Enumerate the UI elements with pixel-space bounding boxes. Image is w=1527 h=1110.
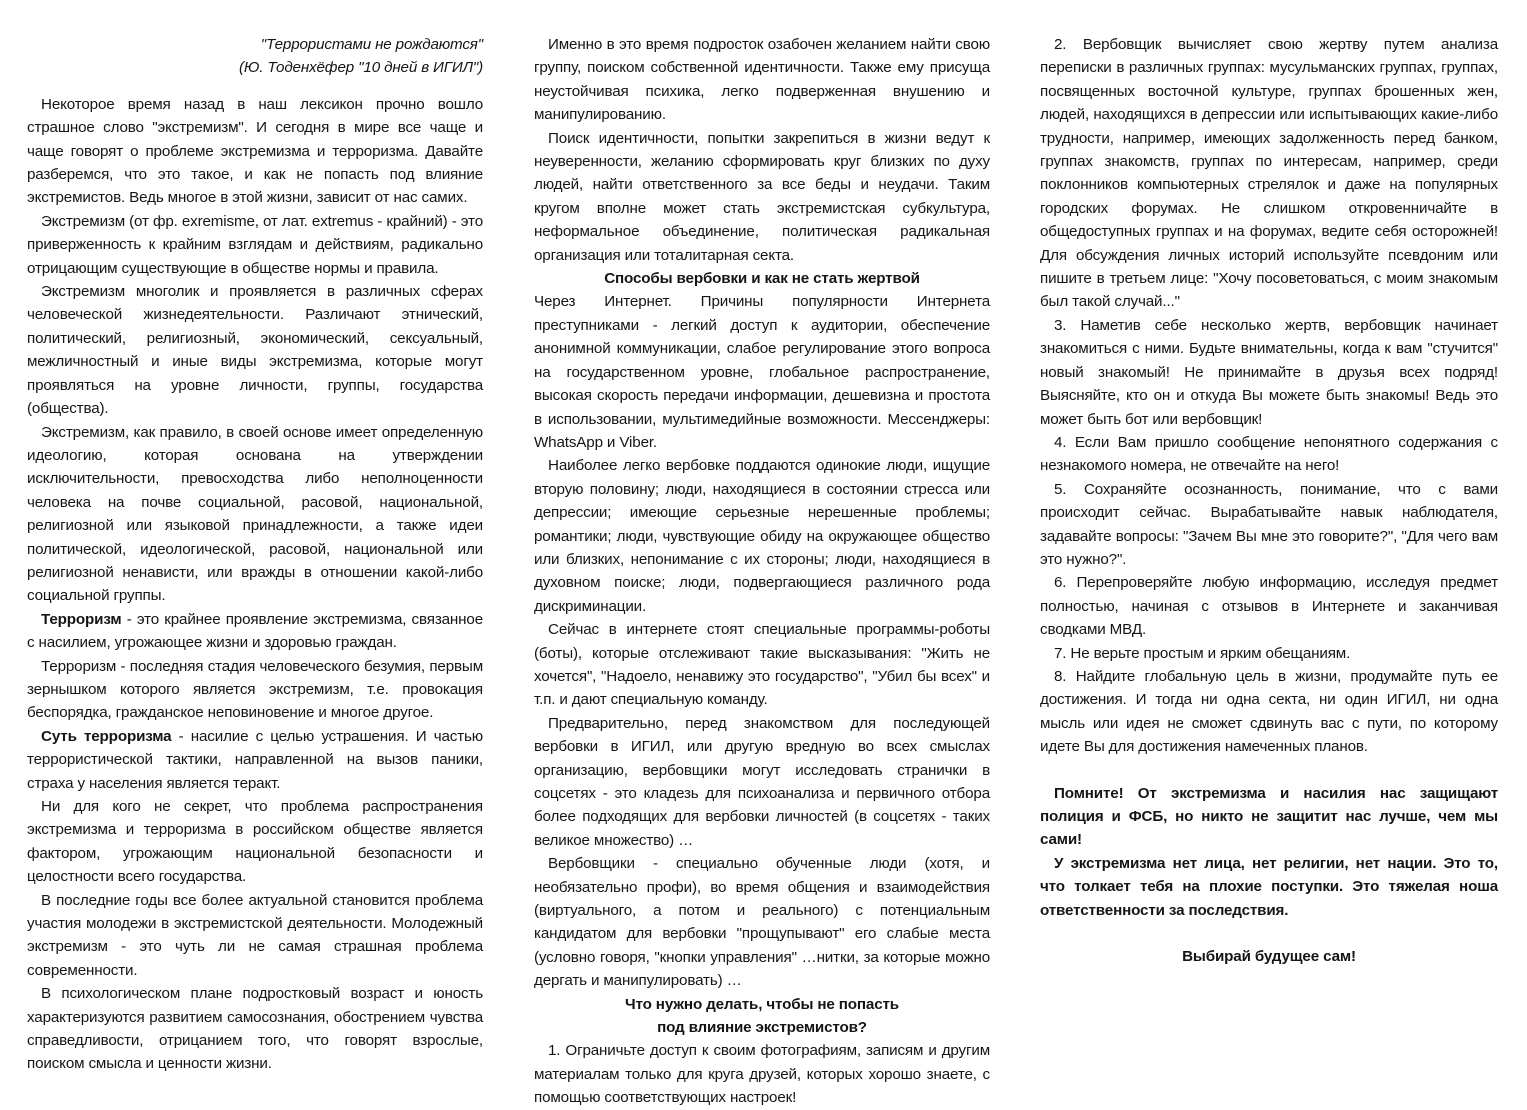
closing-statement: У экстремизма нет лица, нет религии, нет нации. Это то, что толкает тебя на плохие поступки. Это тяжелая ноша ответственности за последствия. [1040,854,1498,919]
paragraph: Поиск идентичности, попытки закрепиться в жизни ведут к неуверенности, желанию сформировать круг близких по духу людей, найти ответственного за все беды и неудачи. Таким кругом вполне может стать экстремистская субкультура, неформальное объединение, политическая радикальная организация или тоталитарная секта. [534,129,990,264]
paragraph [27,725,483,795]
closing-block [1040,782,1498,922]
section-heading-prevention [534,993,990,1040]
paragraph: 7. Не верьте простым и ярким обещаниям. [1054,644,1351,662]
paragraph: Именно в это время подросток озабочен желанием найти свою группу, поиском собственной идентичности. Также ему присуща неустойчивая психика, легко подверженная внушению и манипулированию. [534,36,990,124]
term-terrorism: Терроризм [41,610,122,628]
paragraph: Вербовщики - специально обученные люди (хотя, и необязательно профи), во время общения и взаимодействия (виртуального, а потом и реального) с потенциальным кандидатом для вербовки "прощупывают" его слабые места (условно говоря, "кнопки управления" …нитки, за которые можно дергать и манипулировать) … [534,855,990,990]
paragraph: 4. Если Вам пришло сообщение непонятного содержания с незнакомого номера, не отвечайте на него! [1040,433,1498,475]
paragraph: Предварительно, перед знакомством для последующей вербовки в ИГИЛ, или другую вредную во всех смыслах организацию, вербовщики могут исследовать странички в соцсетях - это кладезь для психоанализа и первичного отбора более подходящих для вербовки личностей (в соцсетях - таких великое множество) … [534,714,990,849]
term-essence: Суть терроризма [41,727,172,745]
section-heading-recruitment: Способы вербовки и как не стать жертвой [604,270,920,288]
paragraph: 6. Перепроверяйте любую информацию, исследуя предмет полностью, начиная с отзывов в Интернете и заканчивая сводками МВД. [1040,574,1498,639]
term-definition: - это крайнее проявление экстремизма, связанное с насилием, угрожающее жизни и здоровью граждан. [27,610,483,652]
final-slogan: Выбирай будущее сам! [1182,948,1356,966]
column-right [1040,33,1498,1070]
paragraph: Экстремизм, как правило, в своей основе имеет определенную идеологию, которая основана на утверждении исключительности, превосходства либо неполноценности человека на почве социальной, расовой, национальной, религиозной или языковой принадлежности, а также идеи политической, идеологической, расовой, национальной или религиозной ненависти, или вражды в отношении какой-либо социальной группы. [27,423,483,605]
paragraph: 1. Ограничьте доступ к своим фотографиям, записям и другим материалам только для круга друзей, которых хорошо знаете, с помощью соответствующих настроек! [534,1042,990,1107]
paragraph: 8. Найдите глобальную цель в жизни, продумайте путь ее достижения. И тогда ни одна секта, ни один ИГИЛ, ни одна мысль или идея не сможет сдвинуть вас с пути, по которому идете Вы для достижения намеченных планов. [1040,667,1498,756]
heading-line: под влияние экстремистов? [657,1019,867,1037]
column-left [27,33,484,1073]
column-middle [534,33,990,1107]
paragraph: Ни для кого не секрет, что проблема распространения экстремизма и терроризма в российском обществе является фактором, угрожающим национальной безопасности и целостности всего государства. [27,798,483,886]
paragraph: Наиболее легко вербовке поддаются одинокие люди, ищущие вторую половину; люди, находящиеся в состоянии стресса или депрессии; имеющие серьезные нерешенные проблемы; романтики; люди, чувствующие обиду на окружающее общество или близких, непонимание с их стороны; люди, находящиеся в духовном поиске; люди, подвергающиеся различного рода дискриминации. [534,457,990,615]
epigraph-source: (Ю. Тоденхёфер "10 дней в ИГИЛ") [238,59,483,77]
term-definition: - насилие с целью устрашения. И частью террористической тактики, направленной на вызов паники, страха у населения является теракт. [27,727,484,792]
paragraph: В психологическом плане подростковый возраст и юность характеризуются развитием самосознания, обострением чувства справедливости, отрицанием того, что говорят взрослые, поиском смысла и ценности жизни. [27,985,483,1073]
paragraph: 3. Наметив себе несколько жертв, вербовщик начинает знакомиться с ними. Будьте внимательны, когда к вам "стучится" новый знакомый! Не принимайте в друзья всех подряд! Выясняйте, кто он и откуда Вы можете быть знакомы! Ведь это может быть бот или вербовщик! [1040,316,1498,428]
paragraph [27,608,483,655]
epigraph-quote: "Террористами не рождаются" [260,36,483,53]
paragraph: 2. Вербовщик вычисляет свою жертву путем анализа переписки в различных группах: мусульманских группах, группах, посвященных восточной культуре, группах брошенных жен, людей, находящихся в депрессии или испытывающих какие-либо трудности, например, имеющих задолженность перед банком, группах знакомств, группах по интересам, например, среди поклонников компьютерных стрелялок и даже на популярных городских форумах. Не слишком откровенничайте в общедоступных группах и на форумах, ведите себя осторожней! Для обсуждения личных историй используйте псевдоним или пишите в третьем лице: "Хочу посоветоваться, с моим знакомым был такой случай..." [1040,36,1498,311]
paragraph: Экстремизм многолик и проявляется в различных сферах человеческой жизнедеятельности. Различают этнический, политический, религиозный, экономический, сексуальный, межличностный и иные виды экстремизма, которые могут проявляться на уровне личности, группы, государства (общества). [27,283,483,418]
paragraph: Экстремизм (от фр. exremisme, от лат. extremus - крайний) - это приверженность к крайним взглядам и действиям, радикально отрицающим существующие в обществе нормы и правила. [27,212,483,277]
paragraph: Сейчас в интернете стоят специальные программы-роботы (боты), которые отслеживают такие высказывания: "Жить не хочется", "Надоело, ненавижу это государство", "Убил бы всех" и т.п. и дают специальную команду. [534,621,990,709]
paragraph: Через Интернет. Причины популярности Интернета преступниками - легкий доступ к аудитории, обеспечение анонимной коммуникации, слабое регулирование этого вопроса на государственном уровне, глобальное распространение, высокая скорость передачи информации, дешевизна и простота в использовании, мультимедийные возможности. Мессенджеры: WhatsApp и Viber. [534,293,990,451]
paragraph: Терроризм - последняя стадия человеческого безумия, первым зернышком которого является экстремизм, т.е. провокация беспорядка, гражданское неповиновение и многое другое. [27,657,483,722]
closing-statement: Помните! От экстремизма и насилия нас защищают полиция и ФСБ, но никто не защитит нас лучше, чем мы сами! [1040,784,1498,849]
heading-line: Что нужно делать, чтобы не попасть [625,995,899,1013]
paragraph: В последние годы все более актуальной становится проблема участия молодежи в экстремистской деятельности. Молодежный экстремизм - это чуть ли не самая страшная проблема современности. [27,891,483,979]
paragraph: Некоторое время назад в наш лексикон прочно вошло страшное слово "экстремизм". И сегодня в мире все чаще и чаще говорят о проблеме экстремизма и терроризма. Давайте разберемся, что это такое, и как не попасть под влияние экстремистов. Ведь многое в этой жизни, зависит от нас самих. [27,95,483,207]
epigraph [27,33,483,80]
paragraph: 5. Сохраняйте осознанность, понимание, что с вами происходит сейчас. Вырабатывайте навык наблюдателя, задавайте вопросы: "Зачем Вы мне это говорите?", "Для чего вам это нужно?". [1040,480,1498,568]
